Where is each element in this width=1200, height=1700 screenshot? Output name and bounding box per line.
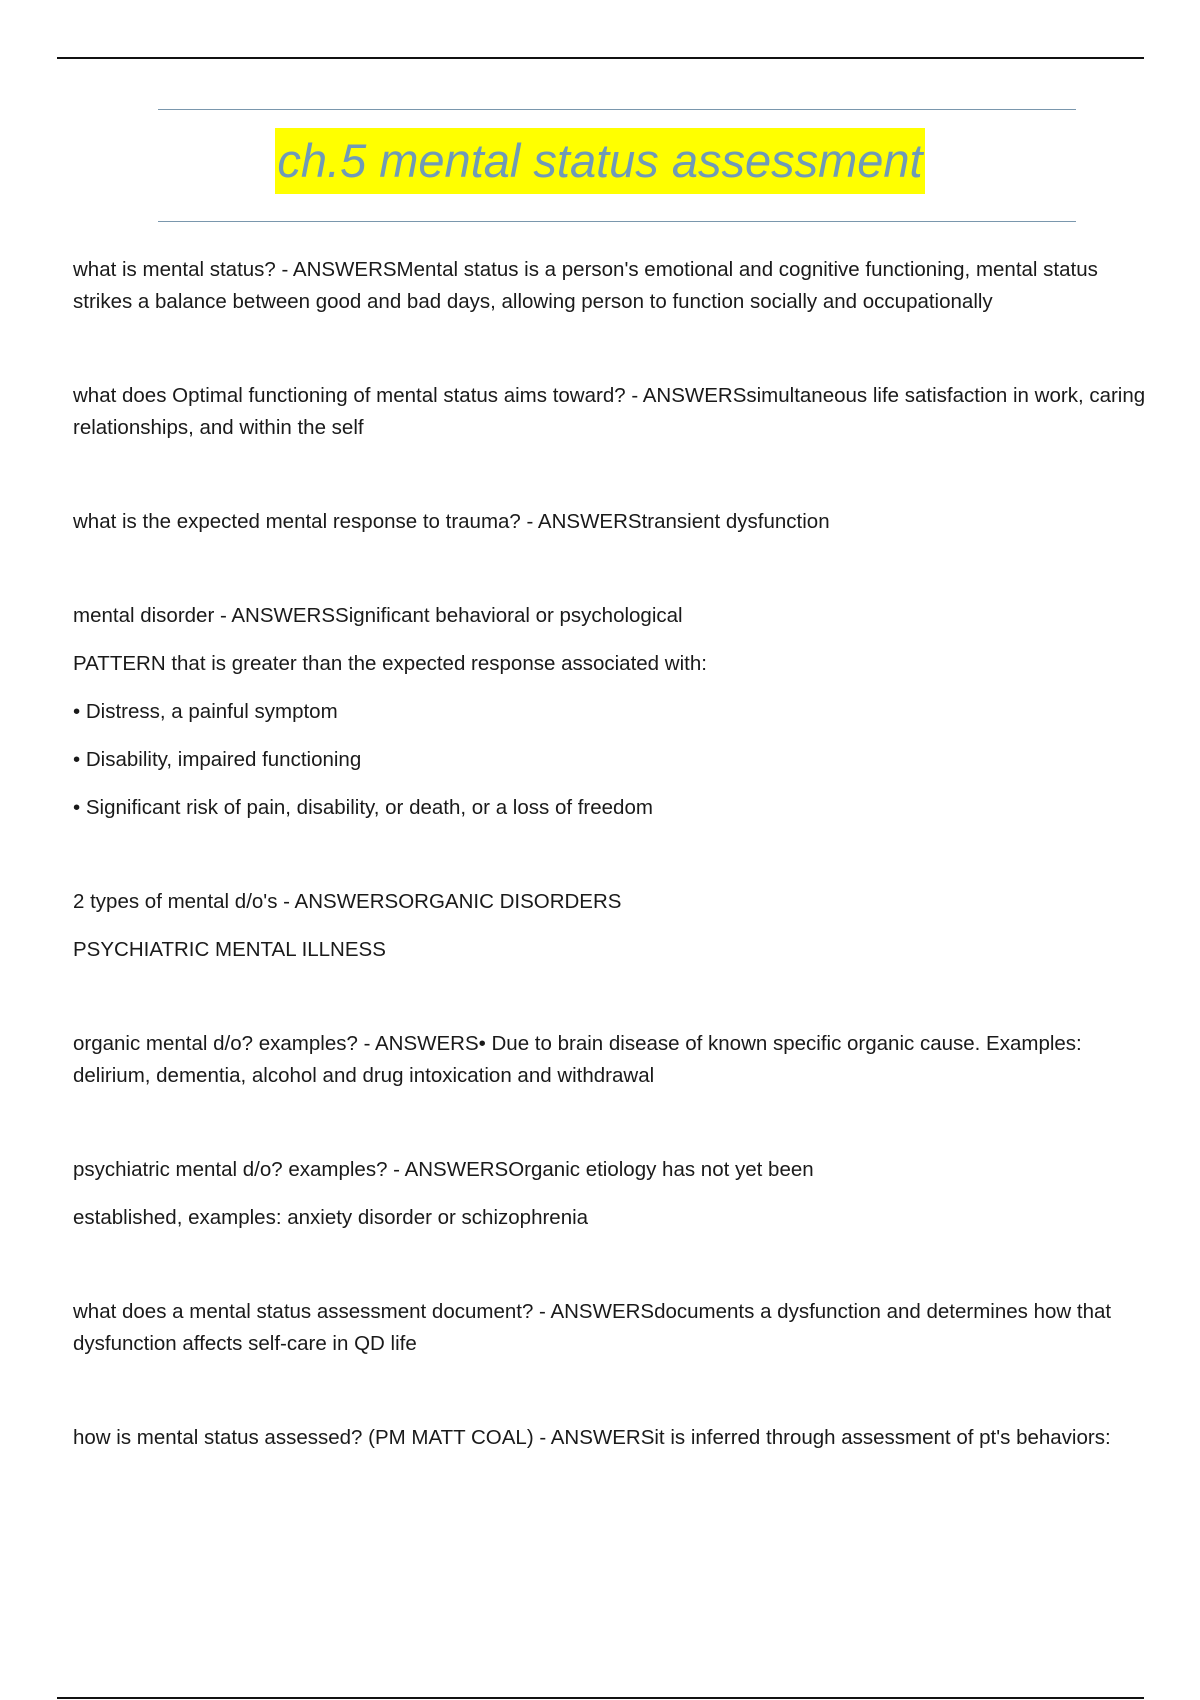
- page-bottom-rule: [57, 1697, 1144, 1699]
- qa-entry-how-assessed: [73, 1422, 1158, 1454]
- title-top-rule: [158, 109, 1076, 110]
- qa-text: what does a mental status assessment document? - ANSWERSdocuments a dysfunction and determines how that dysfunction affects self-care in QD life: [73, 1300, 1112, 1355]
- qa-text: PATTERN that is greater than the expected response associated with:: [73, 652, 707, 675]
- document-title: ch.5 mental status assessment: [275, 128, 924, 194]
- document-body: [73, 254, 1158, 1516]
- bullet-item: • Significant risk of pain, disability, or death, or a loss of freedom: [73, 796, 653, 819]
- title-bottom-rule: [158, 221, 1076, 222]
- bullet-item: • Distress, a painful symptom: [73, 700, 338, 723]
- qa-entry-types-of-disorders: [73, 886, 1158, 966]
- qa-text: psychiatric mental d/o? examples? - ANSWERSOrganic etiology has not yet been: [73, 1158, 814, 1181]
- qa-text: what does Optimal functioning of mental status aims toward? - ANSWERSsimultaneous life satisfaction in work, caring relationships, and within the self: [73, 384, 1146, 439]
- qa-entry-organic-disorder: [73, 1028, 1158, 1092]
- qa-text: what is mental status? - ANSWERSMental status is a person's emotional and cognitive functioning, mental status strikes a balance between good and bad days, allowing person to function socially and occupationally: [73, 258, 1098, 313]
- qa-text: established, examples: anxiety disorder or schizophrenia: [73, 1206, 589, 1229]
- qa-entry-optimal-functioning: [73, 380, 1158, 444]
- qa-entry-assessment-document: [73, 1296, 1158, 1360]
- qa-text: organic mental d/o? examples? - ANSWERS• Due to brain disease of known specific organic cause. Examples: delirium, dementia, alcohol and drug intoxication and withdrawal: [73, 1032, 1082, 1087]
- qa-text: 2 types of mental d/o's - ANSWERSORGANIC DISORDERS: [73, 890, 622, 913]
- qa-text: PSYCHIATRIC MENTAL ILLNESS: [73, 938, 386, 961]
- bullet-item: • Disability, impaired functioning: [73, 748, 362, 771]
- qa-text: what is the expected mental response to trauma? - ANSWERStransient dysfunction: [73, 510, 830, 533]
- title-block: [0, 128, 1200, 194]
- qa-text: how is mental status assessed? (PM MATT COAL) - ANSWERSit is inferred through assessment of pt's behaviors:: [73, 1426, 1111, 1449]
- qa-text: mental disorder - ANSWERSSignificant behavioral or psychological: [73, 604, 683, 627]
- qa-entry-trauma-response: [73, 506, 1158, 538]
- page-top-rule: [57, 57, 1144, 59]
- qa-entry-psychiatric-disorder: [73, 1154, 1158, 1234]
- qa-entry-mental-disorder: [73, 600, 1158, 824]
- qa-entry-mental-status: [73, 254, 1158, 318]
